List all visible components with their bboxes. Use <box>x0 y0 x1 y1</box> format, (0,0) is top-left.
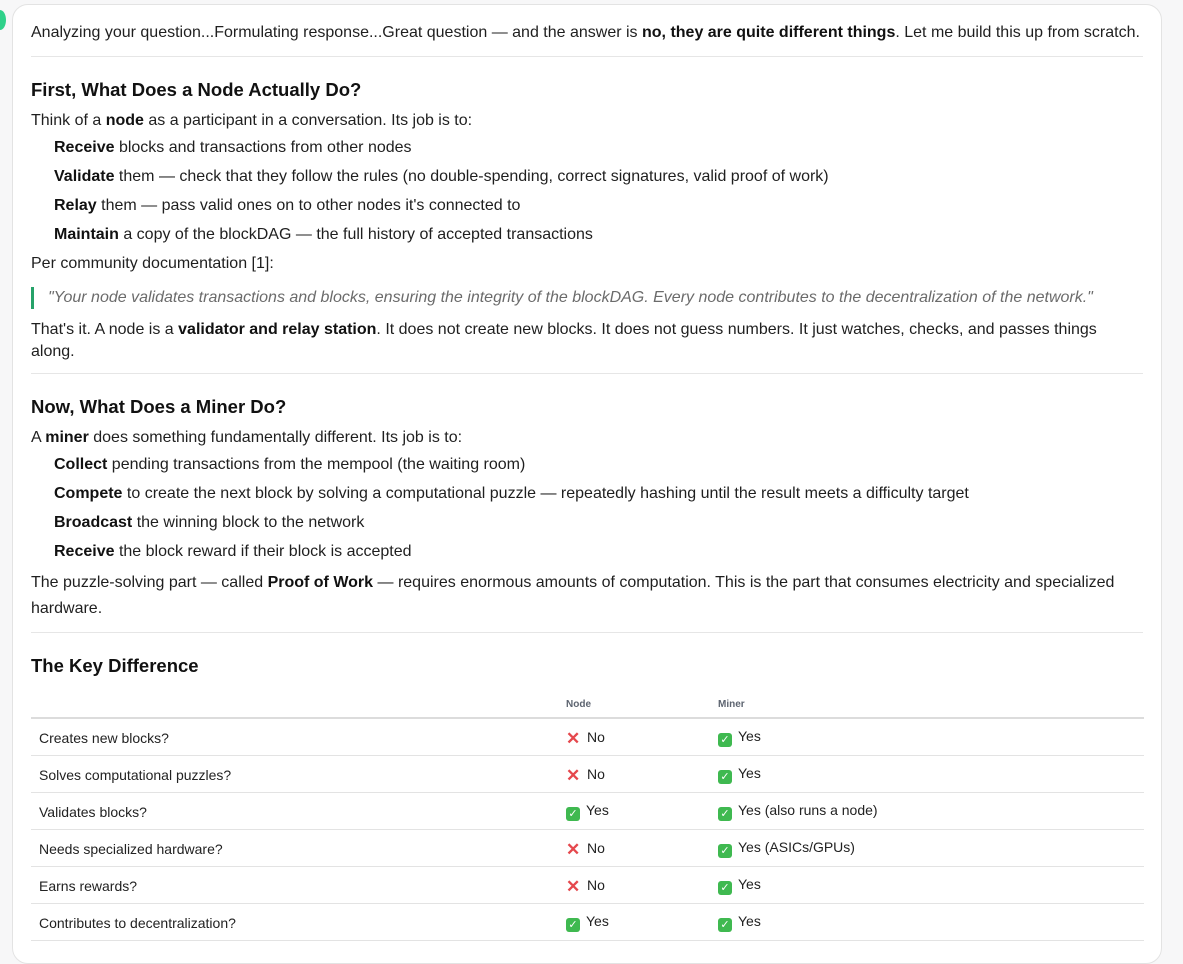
miner-lead-text: A <box>31 429 46 446</box>
cross-icon: ✕ <box>566 840 581 859</box>
check-box-icon: ✓ <box>566 918 580 932</box>
cell-text: No <box>587 840 605 856</box>
cell-node <box>558 830 710 867</box>
check-box-icon: ✓ <box>718 733 732 747</box>
cell-node <box>558 904 710 941</box>
cell-node <box>558 756 710 793</box>
miner-lead-bold: miner <box>45 429 89 446</box>
cell-text: Yes <box>738 913 761 929</box>
summary-bold: validator and relay station <box>178 321 377 338</box>
cell-text: Yes (also runs a node) <box>738 802 878 818</box>
check-box-icon: ✓ <box>718 807 732 821</box>
cell-text: No <box>587 766 605 782</box>
cross-icon: ✕ <box>566 877 581 896</box>
item-text: a copy of the blockDAG — the full history of accepted transactions <box>118 226 593 243</box>
cross-icon: ✕ <box>566 766 581 785</box>
comparison-body <box>31 718 1144 941</box>
item-bold: Relay <box>54 197 97 214</box>
miner-duties-list <box>31 454 1143 563</box>
item-bold: Collect <box>54 456 108 473</box>
intro-paragraph <box>31 22 1143 57</box>
cell-text: Yes <box>738 876 761 892</box>
cell-question <box>31 793 558 830</box>
blockquote: "Your node validates transactions and blocks, ensuring the integrity of the blockDAG. Every node contributes to the decentralization of the network." <box>31 287 1143 309</box>
list-item <box>54 195 1143 217</box>
column-header-question <box>31 693 558 718</box>
item-text: to create the next block by solving a computational puzzle — repeatedly hashing until the result meets a difficulty target <box>122 485 969 502</box>
pow-bold: Proof of Work <box>267 574 374 591</box>
table-row <box>31 793 1144 830</box>
item-text: blocks and transactions from other nodes <box>114 139 412 156</box>
pow-text: The puzzle-solving part — called <box>31 574 268 591</box>
list-item <box>54 454 1143 476</box>
summary-text-end: . It does not create new blocks. It does not guess numbers. It just watches, checks, and passes things along. <box>31 321 1097 360</box>
comparison-table <box>31 693 1144 941</box>
check-box-icon: ✓ <box>566 807 580 821</box>
cell-text: Validates blocks? <box>39 803 147 820</box>
cell-text: No <box>587 877 605 893</box>
node-lead-bold: node <box>105 112 144 129</box>
cell-text: Contributes to decentralization? <box>39 914 236 931</box>
cell-question <box>31 718 558 756</box>
cell-text: Yes (ASICs/GPUs) <box>738 839 855 855</box>
table-row <box>31 756 1144 793</box>
cell-text: Earns rewards? <box>39 877 138 894</box>
intro-text-end: . Let me build this up from scratch. <box>895 24 1140 41</box>
list-item <box>54 224 1143 246</box>
node-duties-list <box>31 137 1143 246</box>
item-text: them — pass valid ones on to other nodes it's connected to <box>96 197 521 214</box>
cell-miner <box>710 904 1144 941</box>
cell-miner <box>710 830 1144 867</box>
item-text: the winning block to the network <box>132 514 365 531</box>
check-box-icon: ✓ <box>718 844 732 858</box>
intro-text: Analyzing your question...Formulating response...Great question — and the answer is <box>31 24 642 41</box>
table-row <box>31 904 1144 941</box>
cell-miner <box>710 756 1144 793</box>
cell-text: No <box>587 729 605 745</box>
cell-node <box>558 718 710 756</box>
cell-question <box>31 756 558 793</box>
cell-text: Yes <box>738 728 761 744</box>
list-item <box>54 166 1143 188</box>
table-header-row <box>31 693 1144 718</box>
column-header-node: Node <box>558 693 710 718</box>
list-item <box>54 512 1143 534</box>
miner-heading: Now, What Does a Miner Do? <box>31 396 287 417</box>
item-bold: Receive <box>54 543 115 560</box>
check-box-icon: ✓ <box>718 881 732 895</box>
pow-text-end: — requires enormous amounts of computation. This is the part that consumes electricity and specialized hardware. <box>31 574 1115 617</box>
cell-text: Yes <box>738 765 761 781</box>
assistant-message-card <box>12 4 1162 964</box>
cell-node <box>558 867 710 904</box>
cell-node <box>558 793 710 830</box>
cross-icon: ✕ <box>566 729 581 748</box>
list-item <box>54 137 1143 159</box>
cell-question <box>31 830 558 867</box>
item-bold: Maintain <box>54 226 119 243</box>
cell-text: Needs specialized hardware? <box>39 840 223 857</box>
item-bold: Compete <box>54 485 123 502</box>
summary-text: That's it. A node is a <box>31 321 179 338</box>
item-text: pending transactions from the mempool (the waiting room) <box>107 456 526 473</box>
list-item <box>54 541 1143 563</box>
cell-miner <box>710 718 1144 756</box>
pow-paragraph <box>31 570 1143 633</box>
check-box-icon: ✓ <box>718 918 732 932</box>
miner-lead <box>31 427 1143 449</box>
cell-text: Yes <box>586 802 609 818</box>
cell-miner <box>710 867 1144 904</box>
check-box-icon: ✓ <box>718 770 732 784</box>
node-lead-text-end: as a participant in a conversation. Its job is to: <box>143 112 473 129</box>
cell-miner <box>710 793 1144 830</box>
intro-bold: no, they are quite different things <box>642 24 896 41</box>
table-row <box>31 830 1144 867</box>
citation-line: Per community documentation [1]: <box>31 255 274 272</box>
miner-lead-text-end: does something fundamentally different. Its job is to: <box>88 429 463 446</box>
status-dot <box>0 10 6 30</box>
cell-text: Yes <box>586 913 609 929</box>
item-bold: Receive <box>54 139 115 156</box>
table-row <box>31 867 1144 904</box>
cell-text: Solves computational puzzles? <box>39 766 232 783</box>
cell-question <box>31 867 558 904</box>
item-bold: Broadcast <box>54 514 133 531</box>
item-text: the block reward if their block is accepted <box>114 543 412 560</box>
column-header-miner: Miner <box>710 693 1144 718</box>
item-text: them — check that they follow the rules (no double-spending, correct signatures, valid proof of work) <box>114 168 829 185</box>
list-item <box>54 483 1143 505</box>
node-heading: First, What Does a Node Actually Do? <box>31 79 362 100</box>
cell-text: Creates new blocks? <box>39 729 169 746</box>
node-lead-text: Think of a <box>31 112 106 129</box>
difference-heading: The Key Difference <box>31 655 199 676</box>
node-summary <box>31 319 1143 374</box>
item-bold: Validate <box>54 168 115 185</box>
node-lead <box>31 110 1143 132</box>
table-row <box>31 718 1144 756</box>
cell-question <box>31 904 558 941</box>
